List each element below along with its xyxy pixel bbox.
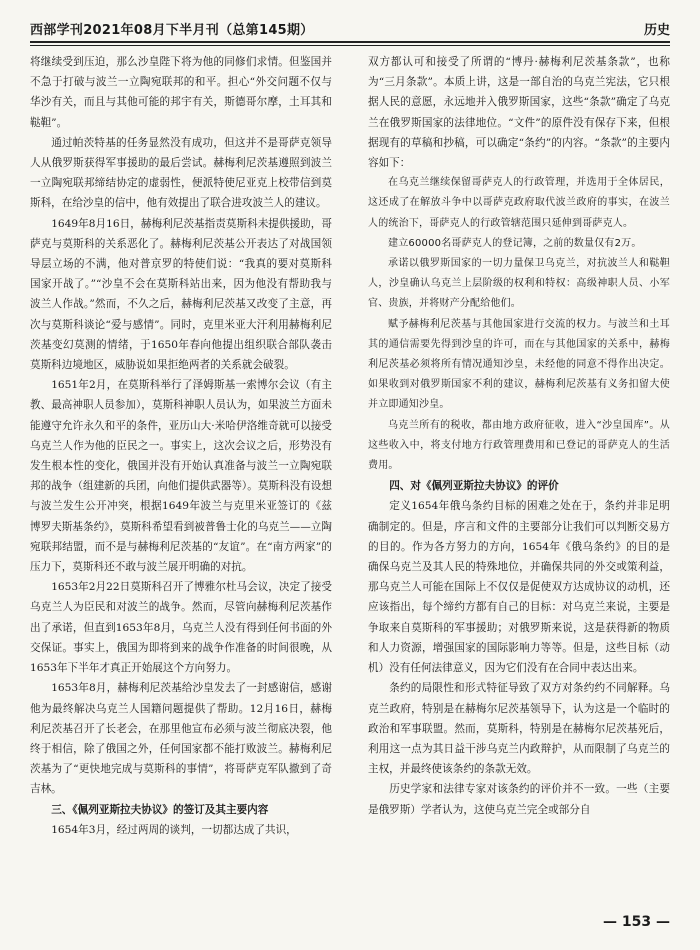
quoted-clause: 建立60000名哥萨克人的登记簿，之前的数量仅有2万。	[388, 237, 642, 249]
paragraph: 双方都认可和接受了所谓的“博丹·赫梅利尼茨基条款”，也称为“三月条款”。本质上讲，这是一部自治的乌克兰宪法，它只根据人民的意愿，永远地并入俄罗斯国家，这些“条款”确定了乌克兰在俄罗斯国家的法律地位。“文件”的原件没有保存下来，但根据现有的草稿和抄稿，可以确定“条约”的内容。“条款”的主要内容如下：	[368, 56, 670, 170]
header-rule-thick	[30, 41, 670, 43]
page-number: — 153 —	[603, 914, 670, 930]
left-column	[30, 52, 332, 840]
paragraph: 1654年3月，经过两周的谈判，一切都达成了共识，	[51, 823, 297, 836]
quoted-clause: 承诺以俄罗斯国家的一切力量保卫乌克兰，对抗波兰人和鞑靼人，沙皇确认乌克兰上层阶级的权利和特权：高级神职人员、小军官、贵族，并将财产分配给他们。	[368, 258, 670, 310]
paragraph: 将继续受到压迫，那么沙皇陛下将为他的同修们求情。但鉴国并不急于打破与波兰一立陶宛联邦的和平。担心“外交问题不仅与华沙有关，而且与其他可能的邦宇有关，斯德哥尔摩，土耳其和鞑靼”。	[30, 56, 332, 129]
quoted-clause: 在乌克兰继续保留哥萨克人的行政管理，并选用于全体居民，这还成了在解放斗争中以哥萨克政府取代波兰政府的事实，在波兰人的统治下，哥萨克人的行政管辖范围只延伸到哥萨克人。	[368, 177, 670, 229]
header-rule-thin	[30, 45, 670, 46]
paragraph: 1653年2月22日莫斯科召开了博雅尔杜马会议，决定了接受乌克兰人为臣民和对波兰的战争。然而，尽管向赫梅利尼茨基作出了承诺，但直到1653年8月，乌克兰人没有得到任何书面的外交保证。事实上，俄国为即将到来的战争作准备的时间很晚，从1653年下半年才真正开始展这个方向努力。	[30, 581, 332, 675]
right-column	[368, 52, 670, 820]
paragraph: 1649年8月16日，赫梅利尼茨基指责莫斯科未提供援助，哥萨克与莫斯科的关系恶化了。赫梅利尼茨基公开表达了对战国领导层立场的不满，他对普京罗的特使们说：“我真的要对莫斯科国家开战了。”“沙皇不会在莫斯科站出来，因为他没有帮助我与波兰人作战。”然而，不久之后，赫梅利尼茨基又改变了主意，再次与莫斯科谈论“爱与感情”。同时，克里米亚大汗利用赫梅利尼茨基变幻莫测的情绪，于1650年春向他提出组织联合部队袭击莫斯科边境地区，威胁说如果拒绝两者的关系就会破裂。	[30, 217, 332, 372]
paragraph: 历史学家和法律专家对该条约的评价并不一致。一些（主要是俄罗斯）学者认为，这使乌克兰完全或部分自	[368, 783, 670, 816]
journal-issue: 西部学刊2021年08月下半月刊（总第145期）	[30, 23, 314, 38]
quoted-clause: 赋予赫梅利尼茨基与其他国家进行交流的权力。与波兰和土耳其的通信需要先得到沙皇的许可，而在与其他国家的关系中，赫梅利尼茨基必须将所有情况通知沙皇，未经他的同意不得作出决定。如果收到对俄罗斯国家不利的建议，赫梅利尼茨基有义务扣留大使并立即通知沙皇。	[368, 318, 670, 411]
section-heading: 三、《佩列亚斯拉夫协议》的签订及其主要内容	[51, 803, 269, 816]
paragraph: 1651年2月，在莫斯科举行了泽姆斯基一索博尔会议（有主教、最高神职人员参加），莫斯科神职人员认为，如果波兰方面未能遵守允许永久和平的条件，亚历山大·米哈伊洛维奇就可以接受乌克兰人作为他的臣民之一。事实上，这次会议之后，形势没有发生根本性的变化，俄国并没有开始认真准备与波兰一立陶宛联邦的战争（组建新的兵团，向他们提供武器等）。莫斯科没有设想与波兰发生公开冲突，根据1649年波兰与克里米亚签订的《兹博罗夫斯基条约》，莫斯科希望看到被普鲁士化的乌克兰——立陶宛联邦结盟，而不是与赫梅利尼茨基的“友谊”。在“南方两家”的压力下，莫斯科还不敢与波兰展开明确的对抗。	[30, 379, 332, 574]
running-header	[30, 16, 670, 42]
quoted-clause: 乌克兰所有的税收，都由地方政府征收，进入“沙皇国库”。从这些收入中，将支付地方行政管理费用和已登记的哥萨克人的生活费用。	[368, 419, 670, 472]
paragraph: 定义1654年俄乌条约目标的困难之处在于，条约并非足明确制定的。但是，序言和文件的主要部分让我们可以判断交易方的目的。作为各方努力的方向，1654年《俄乌条约》的目的是确保乌克兰及其人民的特殊地位，并确保共同的外交或策利益，那乌克兰人可能在国际上不仅仅是促使双方达成协议的动机，还应该指出，每个缔约方都有自己的目标：对乌克兰来说，主要是争取来自莫斯科的军事援助；对俄罗斯来说，这是获得新的物质和人力资源，增强国家的国际影响力等等。但是，这些目标（动机）没有任何法律意义，因为它们没有在合同中表达出来。	[368, 500, 670, 675]
paragraph: 通过帕茨特基的任务显然没有成功，但这并不是哥萨克领导人从俄罗斯获得军事援助的最后尝试。赫梅利尼茨基遵照到波兰一立陶宛联邦缔结协定的虚弱性，便派特使尼亚克上校带信到莫斯科，在给沙皇的信中，他有效提出了联合进攻波兰人的建议。	[30, 136, 332, 210]
section-name: 历史	[643, 23, 670, 38]
paragraph: 条约的局限性和形式特征导致了双方对条约约不同解释。乌克兰政府，特别是在赫梅尔尼茨基领导下，认为这是一个临时的政治和军事联盟。然而，莫斯科，特别是在赫梅尔尼茨基死后，利用这一点为其日益干涉乌克兰内政辩护，从而限制了乌克兰的主权，并最终使该条约的条款无效。	[368, 682, 670, 776]
section-heading: 四、对《佩列亚斯拉夫协议》的评价	[389, 480, 559, 493]
paragraph: 1653年8月，赫梅利尼茨基给沙皇发去了一封感谢信，感谢他为最终解决乌克兰人国籍问题提供了帮助。12月16日，赫梅利尼茨基召开了长老会，在那里他宣布必须与波兰彻底决裂，他终于相信，除了俄国之外，任何国家都不能打败波兰。赫梅利尼茨基为了“更快地完成与莫斯科的事情”，将哥萨克军队撤到了奇吉林。	[30, 682, 332, 796]
